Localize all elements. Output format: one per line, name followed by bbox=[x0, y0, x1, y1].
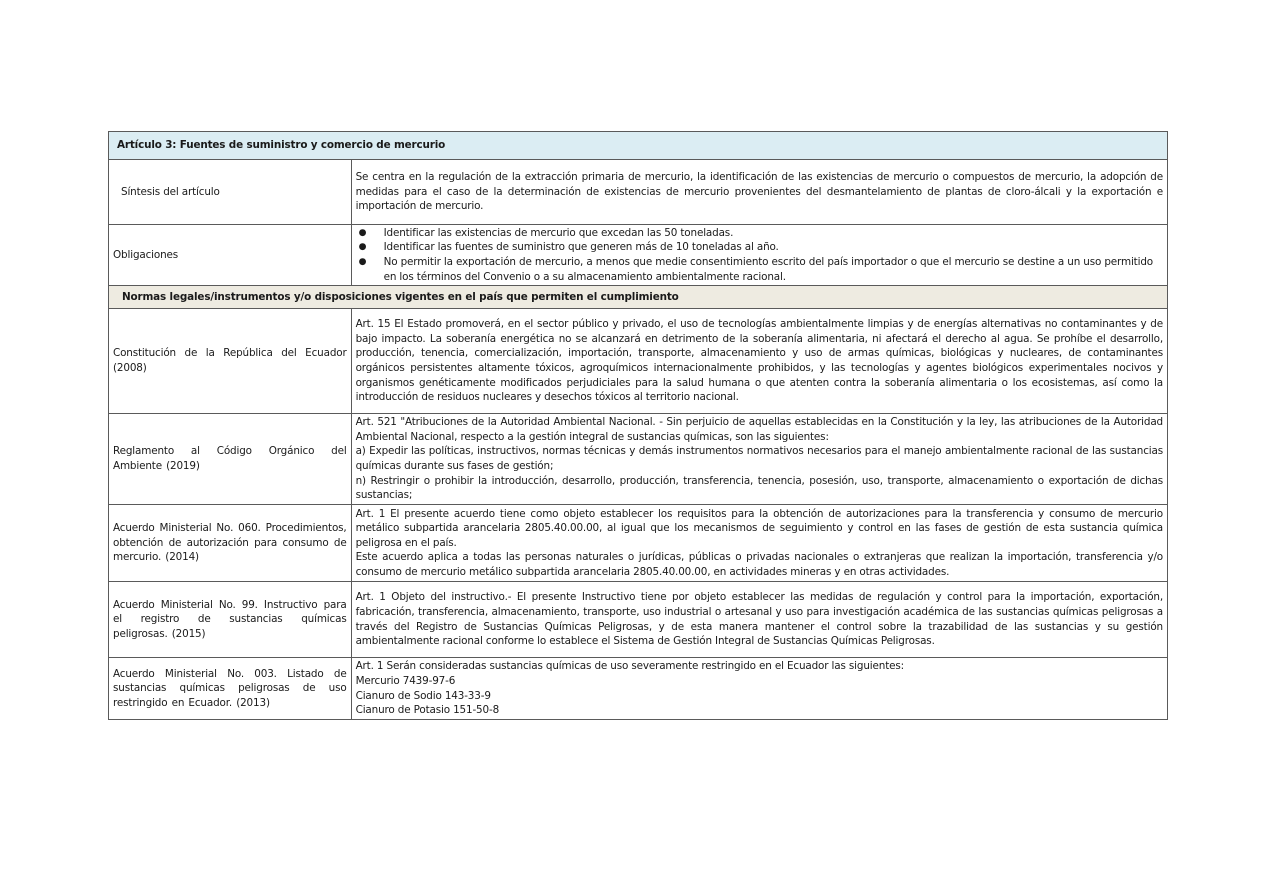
list-item bbox=[356, 226, 1163, 241]
obligations-content bbox=[351, 225, 1167, 286]
norm-content bbox=[351, 505, 1167, 582]
norm-paragraph: Este acuerdo aplica a todas las personas naturales o jurídicas, públicas o privadas nacionales o extranjeras que realizan la importación, transferencia y/o consumo de mercurio metálico subpartida arancelaria 2805.40.00.00, en actividades mineras y en otras actividades. bbox=[355, 551, 1163, 578]
list-item bbox=[356, 255, 1163, 284]
obligations-list bbox=[356, 226, 1163, 284]
mercury-article-table bbox=[108, 131, 1168, 720]
article-header-row bbox=[109, 132, 1168, 160]
norm-paragraph: n) Restringir o prohibir la introducción, desarrollo, producción, transferencia, tenencia, posesión, uso, transporte, almacenamiento o exportación de dichas sustancias; bbox=[355, 474, 1163, 502]
synthesis-label: Síntesis del artículo bbox=[109, 160, 352, 225]
norm-paragraph: Art. 1 Serán consideradas sustancias químicas de uso severamente restringido en el Ecuador las siguientes: bbox=[355, 660, 904, 673]
norm-content bbox=[351, 414, 1167, 505]
obligations-row bbox=[109, 225, 1168, 286]
list-item bbox=[356, 240, 1163, 255]
norm-paragraph: Art. 1 Objeto del instructivo.- El presente Instructivo tiene por objeto establecer las medidas de regulación y control para la importación, exportación, fabricación, transferencia, almacenamiento, transporte, uso industrial o artesanal y uso para investigación académica de las sustancias químicas peligrosas a través del Registro de Sustancias Químicas Peligrosas, y de esta manera mantener el control sobre la trazabilidad de las sustancias y su gestión ambientalmente racional conforme lo establece el Sistema de Gestión Integral de Sustancias Químicas Peligrosas. bbox=[355, 591, 1163, 648]
obligation-text: Identificar las existencias de mercurio que excedan las 50 toneladas. bbox=[383, 226, 734, 239]
norm-row bbox=[109, 414, 1168, 505]
norms-header: Normas legales/instrumentos y/o disposiciones vigentes en el país que permiten el cumplimiento bbox=[109, 286, 1168, 309]
substance-line: Cianuro de Potasio 151-50-8 bbox=[355, 704, 500, 717]
norm-content bbox=[351, 658, 1167, 720]
norm-content bbox=[351, 309, 1167, 414]
article-header: Artículo 3: Fuentes de suministro y comercio de mercurio bbox=[109, 132, 1168, 160]
synthesis-text: Se centra en la regulación de la extracción primaria de mercurio, la identificación de las existencias de mercurio o compuestos de mercurio, la adopción de medidas para el caso de la determinación de existencias de mercurio provenientes del desmantelamiento de plantas de cloro-álcali y la exportación e importación de mercurio. bbox=[351, 160, 1167, 225]
bullet-icon: ● bbox=[358, 227, 367, 238]
substance-line: Mercurio 7439-97-6 bbox=[355, 674, 456, 687]
norm-paragraph: a) Expedir las políticas, instructivos, normas técnicas y demás instrumentos normativos necesarios para el manejo ambientalmente racional de las sustancias químicas durante sus fases de gestión; bbox=[355, 445, 1163, 472]
bullet-icon: ● bbox=[358, 242, 367, 253]
norm-label: Acuerdo Ministerial No. 060. Procedimientos, obtención de autorización para consumo de mercurio. (2014) bbox=[109, 505, 352, 582]
norm-paragraph: Art. 521 "Atribuciones de la Autoridad Ambiental Nacional. - Sin perjuicio de aquellas establecidas en la Constitución y la ley, las atribuciones de la Autoridad Ambiental Nacional, respecto a la gestión integral de sustancias químicas, son las siguientes: bbox=[355, 416, 1163, 443]
norm-row bbox=[109, 582, 1168, 658]
norm-content bbox=[351, 582, 1167, 658]
norm-label: Acuerdo Ministerial No. 003. Listado de sustancias químicas peligrosas de uso restringido en Ecuador. (2013) bbox=[109, 658, 352, 720]
norm-row bbox=[109, 505, 1168, 582]
obligation-text: Identificar las fuentes de suministro que generen más de 10 toneladas al año. bbox=[383, 241, 779, 254]
norms-header-row bbox=[109, 286, 1168, 309]
obligation-text: No permitir la exportación de mercurio, a menos que medie consentimiento escrito del país importador o que el mercurio se destine a un uso permitido en los términos del Convenio o a su almacenamiento ambientalmente racional. bbox=[383, 256, 1153, 283]
obligations-label: Obligaciones bbox=[109, 225, 352, 286]
synthesis-row bbox=[109, 160, 1168, 225]
norm-label: Reglamento al Código Orgánico del Ambiente (2019) bbox=[109, 414, 352, 505]
norm-label: Constitución de la República del Ecuador (2008) bbox=[109, 309, 352, 414]
substance-line: Cianuro de Sodio 143-33-9 bbox=[355, 689, 491, 702]
norm-paragraph: Art. 15 El Estado promoverá, en el sector público y privado, el uso de tecnologías ambientalmente limpias y de energías alternativas no contaminantes y de bajo impacto. La soberanía energética no se alcanzará en detrimento de la soberanía alimentaria, ni afectará el derecho al agua. Se prohíbe el desarrollo, producción, tenencia, comercialización, importación, transporte, almacenamiento y uso de armas químicas, biológicas y nucleares, de contaminantes orgánicos persistentes altamente tóxicos, agroquímicos internacionalmente prohibidos, y las tecnologías y agentes biológicos experimentales nocivos y organismos genéticamente modificados perjudiciales para la salud humana o que atenten contra la soberanía alimentaria o los ecosistemas, así como la introducción de residuos nucleares y desechos tóxicos al territorio nacional. bbox=[355, 318, 1163, 404]
norm-row bbox=[109, 309, 1168, 414]
norm-row bbox=[109, 658, 1168, 720]
norm-label: Acuerdo Ministerial No. 99. Instructivo para el registro de sustancias químicas peligrosas. (2015) bbox=[109, 582, 352, 658]
norm-paragraph: Art. 1 El presente acuerdo tiene como objeto establecer los requisitos para la obtención de autorizaciones para la transferencia y consumo de mercurio metálico subpartida arancelaria 2805.40.00.00, al igual que los mecanismos de seguimiento y control en las fases de gestión de esta sustancia química peligrosa en el país. bbox=[355, 507, 1163, 549]
bullet-icon: ● bbox=[358, 257, 367, 267]
